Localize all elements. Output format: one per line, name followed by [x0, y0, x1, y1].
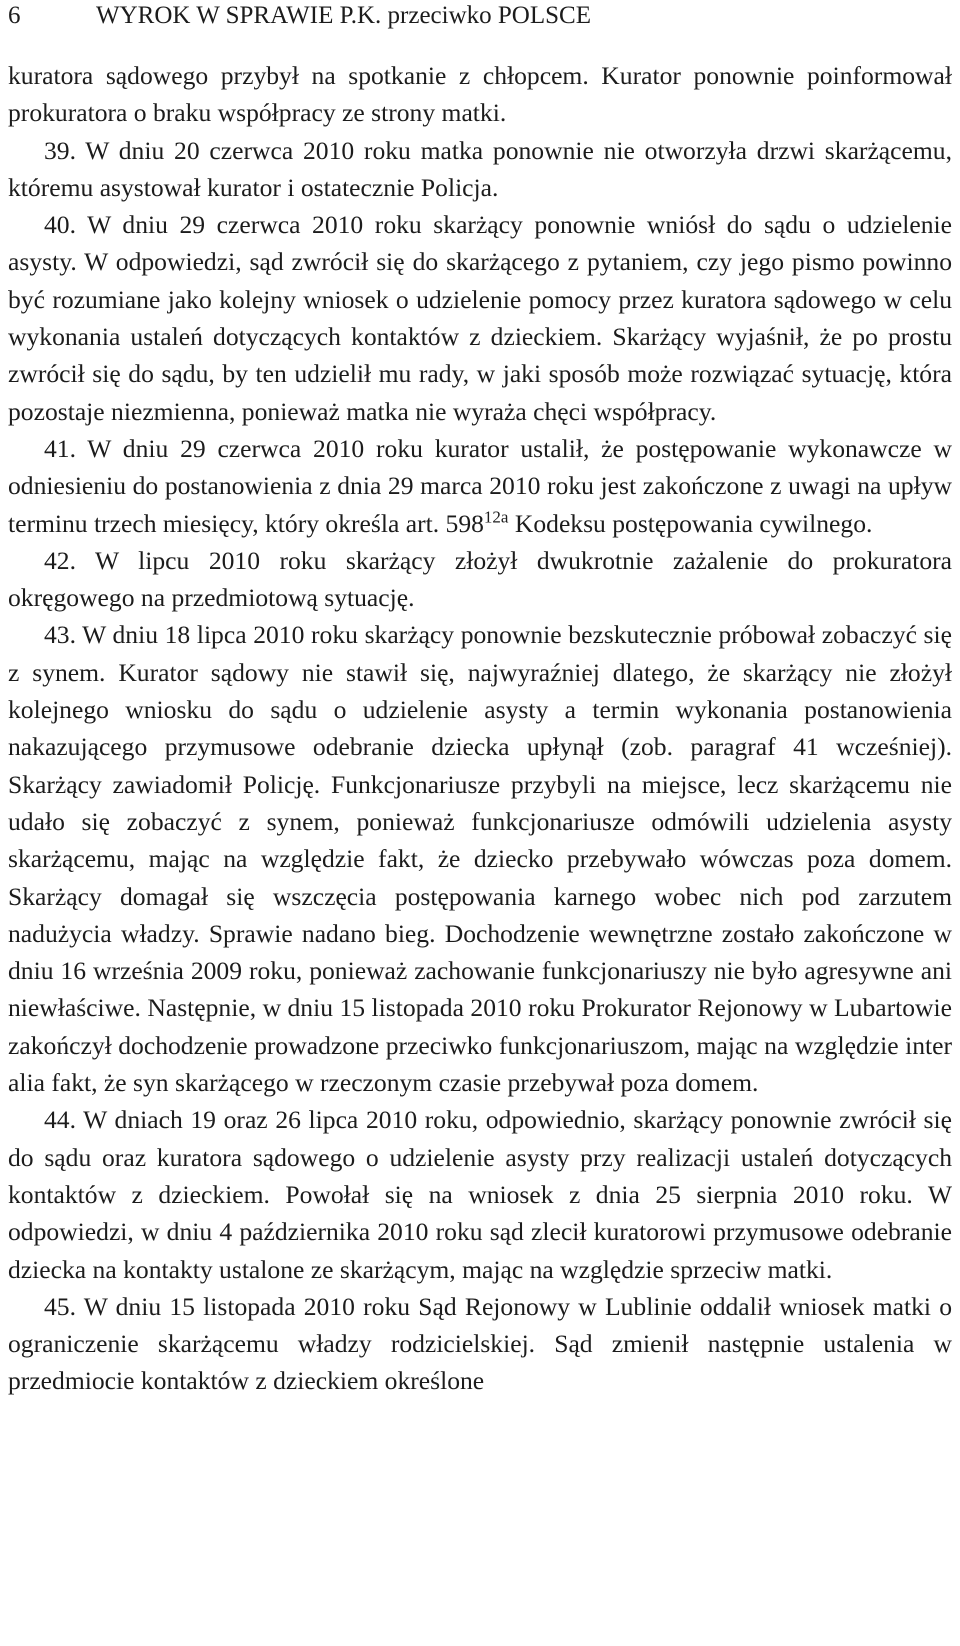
paragraph-41-text-end: Kodeksu postępowania cywilnego. [508, 508, 873, 538]
paragraph-40: 40. W dniu 29 czerwca 2010 roku skarżący ponownie wniósł do sądu o udzielenie asysty. W odpowiedzi, sąd zwrócił się do skarżącego z pytaniem, czy jego pismo powinno być rozumiane jako kolejny wniosek o udzielenie pomocy przez kuratora sądowego w celu wykonania ustaleń dotyczących kontaktów z dzieckiem. Skarżący wyjaśnił, że po prostu zwrócił się do sądu, by ten udzielił mu rady, w jaki sposób może rozwiązać sytuację, która pozostaje niezmienna, ponieważ matka nie wyraża chęci współpracy. [8, 210, 952, 426]
page-number: 6 [8, 2, 21, 29]
article-superscript: 12a [483, 507, 509, 527]
paragraph-39: 39. W dniu 20 czerwca 2010 roku matka ponownie nie otworzyła drzwi skarżącemu, któremu asystował kurator i ostatecznie Policja. [8, 135, 952, 202]
running-title: WYROK W SPRAWIE P.K. przeciwko POLSCE [96, 2, 591, 29]
paragraph-43: 43. W dniu 18 lipca 2010 roku skarżący ponownie bezskutecznie próbował zobaczyć się z synem. Kurator sądowy nie stawił się, najwyraźniej dlatego, że skarżący nie złożył kolejnego wniosku do sądu o udzielenie asysty a termin wykonania postanowienia nakazującego przymusowe odebranie dziecka upłynął (zob. paragraf 41 wcześniej). Skarżący zawiadomił Policję. Funkcjonariusze przybyli na miejsce, lecz skarżącemu nie udało się zobaczyć z synem, ponieważ funkcjonariusze odmówili udzielenia asysty skarżącemu, mając na względzie fakt, że dziecko przebywało wówczas poza domem. Skarżący domagał się wszczęcia postępowania karnego wobec nich pod zarzutem nadużycia władzy. Sprawie nadano bieg. Dochodzenie wewnętrzne zostało zakończone w dniu 16 września 2009 roku, ponieważ zachowanie funkcjonariuszy nie było agresywne ani niewłaściwe. Następnie, w dniu 15 listopada 2010 roku Prokurator Rejonowy w Lubartowie zakończył dochodzenie prowadzone przeciwko funkcjonariuszom, mając na względzie inter alia fakt, że syn skarżącego w rzeczonym czasie przebywał poza domem. [8, 620, 952, 1098]
paragraph-41 [8, 430, 952, 542]
paragraph-41-text: 41. W dniu 29 czerwca 2010 roku kurator ustalił, że postępowanie wykonawcze w odniesieniu do postanowienia z dnia 29 marca 2010 roku jest zakończone z uwagi na upływ terminu trzech miesięcy, który określa art. 598 [8, 433, 952, 538]
continuation-paragraph: kuratora sądowego przybył na spotkanie z chłopcem. Kurator ponownie poinformował prokuratora o braku współpracy ze strony matki. [8, 61, 952, 128]
paragraph-45: 45. W dniu 15 listopada 2010 roku Sąd Rejonowy w Lublinie oddalił wniosek matki o ograniczenie skarżącemu władzy rodzicielskiej. Sąd zmienił następnie ustalenia w przedmiocie kontaktów z dzieckiem określone [8, 1291, 952, 1396]
paragraph-42: 42. W lipcu 2010 roku skarżący złożył dwukrotnie zażalenie do prokuratora okręgowego na przedmiotową sytuację. [8, 545, 952, 613]
paragraph-44: 44. W dniach 19 oraz 26 lipca 2010 roku, odpowiednio, skarżący ponownie zwrócił się do sądu oraz kuratora sądowego o udzielenie asysty przy realizacji ustaleń dotyczących kontaktów z dzieckiem. Powołał się na wniosek z dnia 25 sierpnia 2010 roku. W odpowiedzi, w dniu 4 października 2010 roku sąd zlecił kuratorowi przymusowe odebranie dziecka na kontakty ustalone ze skarżącym, mając na względzie sprzeciw matki. [8, 1105, 952, 1284]
running-header [8, 1, 591, 31]
document-body [8, 57, 952, 1400]
